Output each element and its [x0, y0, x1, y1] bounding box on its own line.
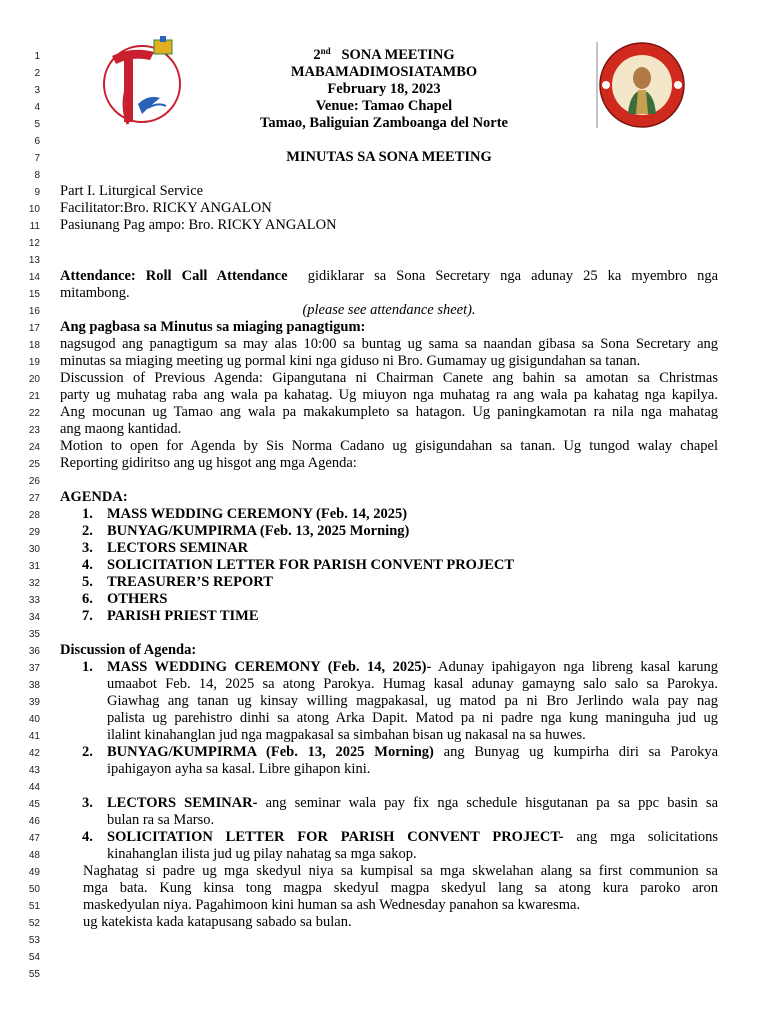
meeting-title: 2nd SONA MEETING — [313, 46, 455, 63]
line-27: 27 AGENDA: — [0, 489, 768, 506]
line-20: 20 Discussion of Previous Agenda: Gipangutana ni Chairman Canete ang bahin sa amotan sa Christmas — [28, 370, 718, 386]
line-8: 8 — [34, 170, 40, 181]
discussion-item-3: 45 3. LECTORS SEMINAR- ang seminar wala pay fix nga schedule hisgutanan pa sa ppc basin sa — [28, 795, 718, 811]
line-1: 1 2nd SONA MEETING — [0, 47, 768, 64]
doc-title: MINUTAS SA SONA MEETING — [286, 149, 492, 165]
agenda-item: 31 4. SOLICITATION LETTER FOR PARISH CONVENT PROJECT — [28, 557, 515, 573]
agenda-item: 32 5. TREASURER’S REPORT — [28, 574, 273, 590]
line-18: 18 nagsugod ang panagtigum sa may alas 10:00 sa buntag ug sama sa naandan gibasa sa Sona Secretary ang — [28, 336, 718, 352]
agenda-item: 33 6. OTHERS — [28, 591, 168, 607]
discussion-line: 46 bulan ra sa Marso. — [28, 812, 215, 828]
line-14: 14 Attendance: Roll Call Attendance gidiklarar sa Sona Secretary nga adunay 25 ka myembro nga — [28, 268, 718, 284]
line-25: 25 Reporting gidiritso ang ug hisgot ang mga Agenda: — [28, 455, 357, 471]
line-26: 26 — [28, 476, 40, 487]
line-11: 11 Pasiunang Pag ampo: Bro. RICKY ANGALON — [0, 217, 768, 234]
line-36: 36 Discussion of Agenda: — [0, 642, 768, 659]
agenda-item: 28 1. MASS WEDDING CEREMONY (Feb. 14, 2025) — [28, 506, 408, 522]
discussion-line: 51 maskedyulan niya. Pagahimoon kini human sa ash Wednesday panahon sa kwaresma. — [28, 897, 581, 913]
line-3: 3 February 18, 2023 — [0, 81, 768, 98]
minutes-heading: Ang pagbasa sa Minutus sa miaging panagtigum: — [60, 319, 366, 335]
line-9: 9 Part I. Liturgical Service — [0, 183, 768, 200]
line-54: 54 — [28, 952, 40, 963]
line-5: 5 Tamao, Baliguian Zamboanga del Norte — [0, 115, 768, 132]
line-13: 13 — [28, 255, 40, 266]
line-24: 24 Motion to open for Agenda by Sis Norma Cadano ug gisigundahan sa tanan. Ug tungod walay chapel — [28, 438, 718, 454]
line-12: 12 — [28, 238, 40, 249]
agenda-item: 30 3. LECTORS SEMINAR — [28, 540, 249, 556]
meeting-date: February 18, 2023 — [327, 81, 441, 97]
line-2: 2 MABAMADIMOSIATAMBO — [0, 64, 768, 81]
org-name: MABAMADIMOSIATAMBO — [290, 64, 478, 80]
discussion-line: 50 mga bata. Kung kinsa tong magpa skedyul magpa skedyul lang sa atong kura paroko aron — [28, 880, 718, 896]
place: Tamao, Baliguian Zamboanga del Norte — [259, 115, 508, 131]
line-44: 44 — [28, 782, 40, 793]
agenda-item: 34 7. PARISH PRIEST TIME — [28, 608, 259, 624]
discussion-line: 38 umaabot Feb. 14, 2025 sa atong Parokya. Humag kasal adunay gamayng salo salo sa Parokya. — [28, 676, 718, 692]
part1-heading: Part I. Liturgical Service — [60, 183, 204, 199]
discussion-line: 39 Giawhag ang tanan ug kinsay willing magpakasal, ug matod pa ni Bro Jerlindo wala pay nag — [28, 693, 718, 709]
venue: Venue: Tamao Chapel — [315, 98, 453, 114]
line-53: 53 — [28, 935, 40, 946]
line-22: 22 Ang mocunan ug Tamao ang wala pa makakumpleto sa hatagon. Ug paningkamotan ra nila nga mahatag — [28, 404, 718, 420]
line-19: 19 minutas sa miaging meeting ug pormal kini nga giduso ni Bro. Gumamay ug gisigundahan sa tanan. — [28, 353, 641, 369]
discussion-line: 41 ilalint kinahanglan jud nga magpakasal sa simbahan bisan ug nakasal na sa huwes. — [28, 727, 586, 743]
discussion-line: 48 kinahanglan ilista jud ug pilay nahatag sa mga sakop. — [28, 846, 417, 862]
line-15: 15 mitambong. — [28, 285, 130, 301]
line-17: 17 Ang pagbasa sa Minutus sa miaging panagtigum: — [0, 319, 768, 336]
discussion-item-1: 37 1. MASS WEDDING CEREMONY (Feb. 14, 2025)- Adunay ipahigayon nga libreng kasal karung — [28, 659, 718, 675]
discussion-line: 40 palista ug parehistro dinhi sa atong Arka Dapit. Matod pa ni padre nga kung maninguha jud ug — [28, 710, 718, 726]
attendance-line: Attendance: Roll Call Attendance gidiklarar sa Sona Secretary nga adunay 25 ka myembro nga — [60, 268, 718, 284]
line-55: 55 — [28, 969, 40, 980]
opening-prayer: Pasiunang Pag ampo: Bro. RICKY ANGALON — [60, 217, 337, 233]
discussion-item-2: 42 2. BUNYAG/KUMPIRMA (Feb. 13, 2025 Morning) ang Bunyag ug kumpirha diri sa Parokya — [28, 744, 718, 760]
discussion-line: 43 ipahigayon ayha sa kasal. Libre gihapon kini. — [28, 761, 371, 777]
discussion-line: 49 Naghatag si padre ug mga skedyul niya sa kumpisal sa mga skwelahan alang sa first communion sa — [28, 863, 718, 879]
discussion-item-4: 47 4. SOLICITATION LETTER FOR PARISH CONVENT PROJECT- ang mga solicitations — [28, 829, 718, 845]
line-6: 6 — [34, 136, 40, 147]
agenda-item: 29 2. BUNYAG/KUMPIRMA (Feb. 13, 2025 Morning) — [28, 523, 410, 539]
line-7: 7 MINUTAS SA SONA MEETING — [0, 149, 768, 166]
attendance-note: (please see attendance sheet). — [302, 302, 476, 318]
line-16: 16 (please see attendance sheet). — [0, 302, 768, 319]
line-4: 4 Venue: Tamao Chapel — [0, 98, 768, 115]
agenda-heading: AGENDA: — [60, 489, 128, 505]
facilitator: Facilitator:Bro. RICKY ANGALON — [60, 200, 272, 216]
line-23: 23 ang maong kantidad. — [28, 421, 182, 437]
line-35: 35 — [28, 629, 40, 640]
line-10: 10 Facilitator:Bro. RICKY ANGALON — [0, 200, 768, 217]
line-21: 21 party ug muhatag raba ang wala pa kahatag. Ug miuyon nga muhatag ra ang wala pa kahatag nga kapilya. — [28, 387, 718, 403]
discussion-line: 52 ug katekista kada katapusang sabado sa bulan. — [28, 914, 352, 930]
discussion-heading: Discussion of Agenda: — [60, 642, 197, 658]
